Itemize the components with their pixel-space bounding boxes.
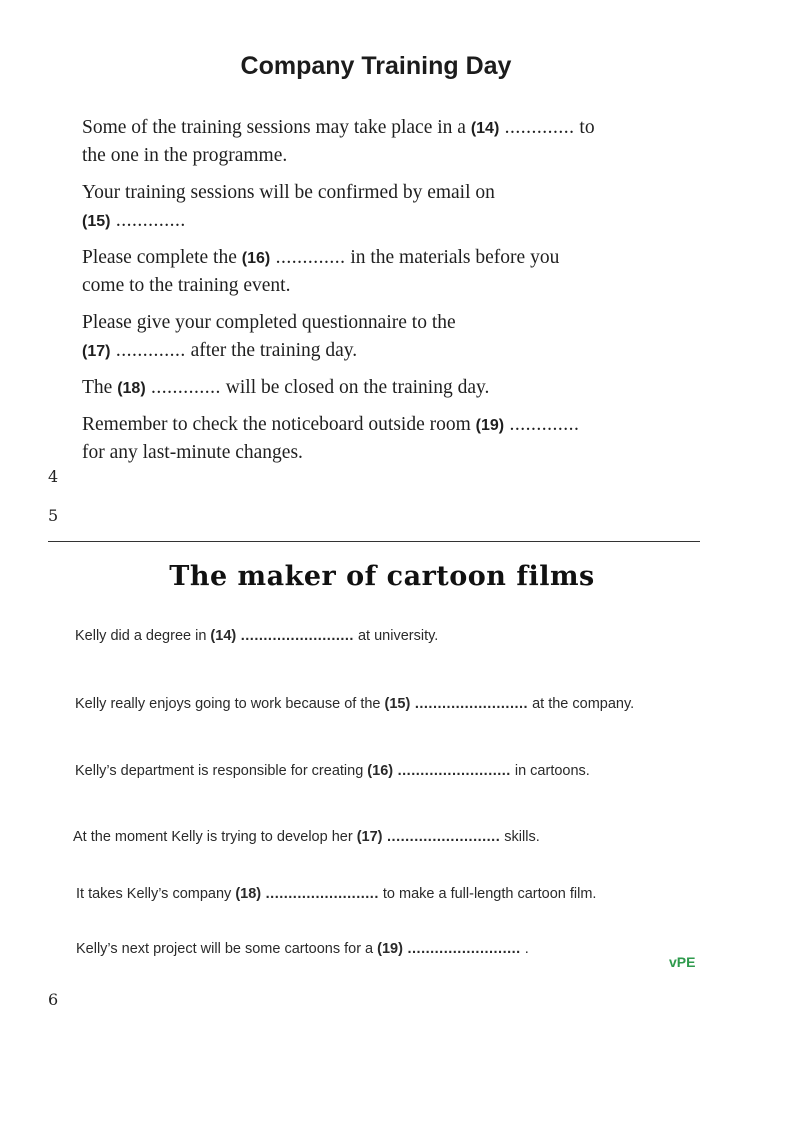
sentence-14-line1: [82, 118, 595, 138]
gap-dots: .........................: [410, 696, 529, 712]
question-text: .: [520, 941, 529, 957]
question-text: Kelly did a degree in: [75, 628, 211, 644]
gap-number: (18): [235, 886, 262, 902]
question-text: At the moment Kelly is trying to develop her: [73, 829, 357, 845]
sentence-19-line2: for any last-minute changes.: [82, 442, 303, 463]
page-number-6: 6: [48, 990, 59, 1009]
sentence-18-line1: [82, 378, 489, 398]
sentence-text: will be closed on the training day.: [220, 377, 490, 398]
watermark-logo: vPE: [669, 954, 696, 970]
gap-dots: .............: [270, 247, 346, 268]
gap-number: (15): [82, 213, 111, 230]
sentence-text: in the materials before you: [345, 247, 560, 268]
gap-number: (17): [82, 343, 111, 360]
question-15: [75, 697, 634, 712]
gap-number: (14): [470, 120, 500, 137]
gap-dots: .........................: [393, 763, 511, 779]
gap-number: (15): [384, 696, 411, 712]
gap-number: (19): [475, 417, 505, 434]
gap-number: (16): [241, 250, 271, 267]
sentence-text: after the training day.: [185, 340, 358, 361]
question-text: Kelly really enjoys going to work because of the: [75, 696, 385, 712]
gap-dots: .........................: [261, 886, 379, 902]
sentence-16-line1: [82, 248, 559, 268]
sentence-text: Please complete the: [82, 247, 242, 268]
question-text: skills.: [500, 829, 540, 845]
sentence-text: to: [574, 117, 595, 138]
sentence-15-line1: Your training sessions will be confirmed by email on: [82, 182, 495, 203]
question-text: It takes Kelly’s company: [76, 886, 236, 902]
gap-dots: .............: [110, 340, 186, 361]
sentence-19-line1: [82, 415, 579, 435]
gap-dots: .............: [110, 210, 186, 231]
gap-dots: .........................: [236, 628, 354, 644]
sentence-17-line2: [82, 341, 357, 361]
section2-title: The maker of cartoon films: [169, 561, 595, 592]
sentence-17-line1: Please give your completed questionnaire to the: [82, 312, 456, 333]
gap-number: (16): [367, 763, 394, 779]
sentence-14-line2: the one in the programme.: [82, 145, 288, 166]
question-text: at the company.: [528, 696, 635, 712]
gap-dots: .........................: [402, 941, 521, 957]
question-19: [76, 942, 529, 957]
question-16: [75, 764, 590, 779]
gap-number: (17): [356, 829, 383, 845]
question-18: [76, 887, 596, 902]
sentence-16-line2: come to the training event.: [82, 275, 291, 296]
question-17: [73, 830, 540, 845]
gap-number: (18): [117, 380, 146, 397]
gap-dots: .............: [504, 414, 580, 435]
question-14: [75, 629, 438, 644]
section1-title: Company Training Day: [240, 52, 512, 80]
sentence-text: Remember to check the noticeboard outside room: [82, 414, 476, 435]
gap-number: (19): [377, 941, 403, 957]
gap-number: (14): [210, 628, 237, 644]
question-text: at university.: [353, 628, 439, 644]
question-text: in cartoons.: [510, 763, 590, 779]
question-text: Kelly’s department is responsible for creating: [75, 763, 368, 779]
page-number-4: 4: [48, 467, 59, 486]
gap-dots: .........................: [382, 829, 501, 845]
page-number-5: 5: [48, 506, 59, 525]
question-text: to make a full-length cartoon film.: [378, 886, 597, 902]
question-text: Kelly’s next project will be some cartoons for a: [76, 941, 378, 957]
sentence-15-line2: [82, 211, 186, 231]
sentence-text: The: [82, 377, 118, 398]
gap-dots: .............: [145, 377, 221, 398]
sentence-text: Some of the training sessions may take place in a: [82, 117, 471, 138]
gap-dots: .............: [499, 117, 575, 138]
section-divider: [48, 541, 700, 542]
